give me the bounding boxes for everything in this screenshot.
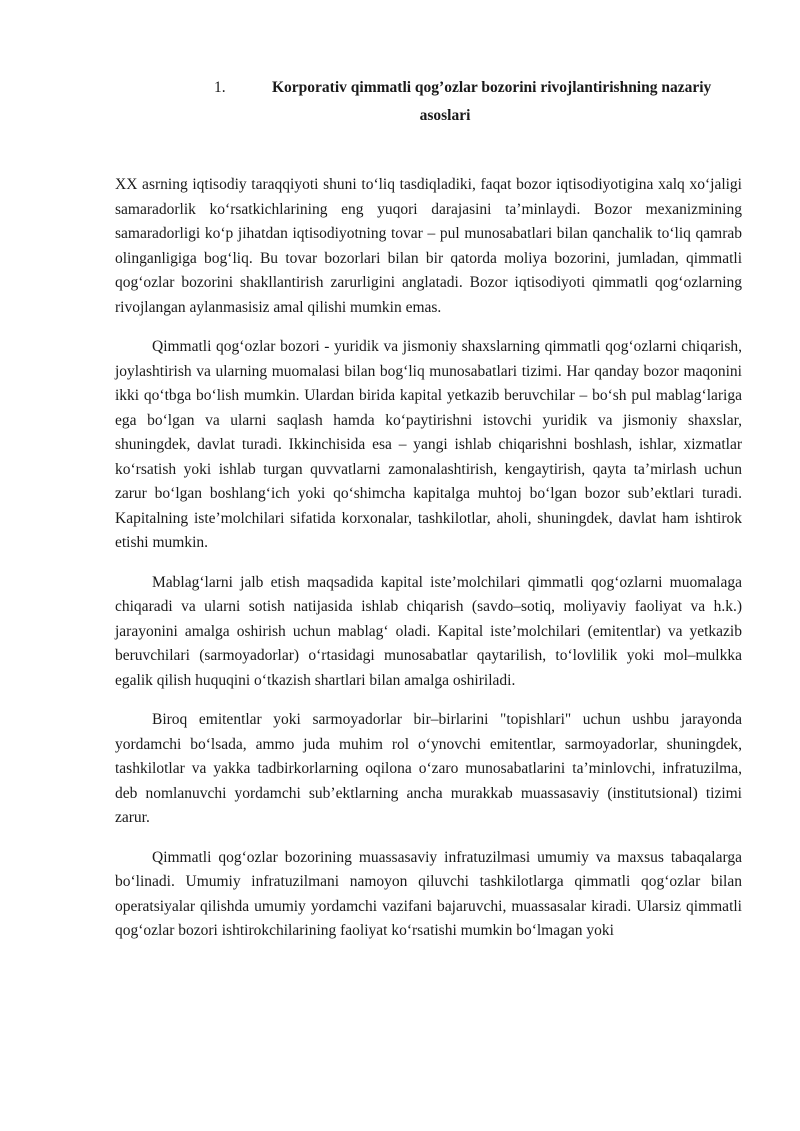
section-heading xyxy=(0,74,800,130)
paragraph-4: Biroq emitentlar yoki sarmoyadorlar bir–birlarini "topishlari" uchun ushbu jarayonda yordamchi bo‘lsada, ammo juda muhim rol o‘ynovchi emitentlar, sarmoyadorlar, shuningdek, tashkilotlar va yakka tadbirkorlarning oqilona o‘zaro munosabatlarini ta’minlovchi, infratuzilma, deb nomlanuvchi yordamchi sub’ektlarning ancha murakkab muassasaviy (institutsional) tizimi zarur. xyxy=(115,711,742,826)
paragraph-2: Qimmatli qog‘ozlar bozori - yuridik va jismoniy shaxslarning qimmatli qog‘ozlarni chiqarish, joylashtirish va ularning muomalasi bilan bog‘liq munosabatlari tizimi. Har qanday bozor maqonini ikki qo‘tbga bo‘lish mumkin. Ulardan birida kapital yetkazib beruvchilar – bo‘sh pul mablag‘lariga ega bo‘lgan va ularni saqlash hamda ko‘paytirishni istovchi yuridik va jismoniy shaxslar, shuningdek, davlat turadi. Ikkinchisida esa – yangi ishlab chiqarishni boshlash, ishlar, xizmatlar ko‘rsatish yoki ishlab turgan quvvatlarni zamonalashtirish, kengaytirish, qayta ta’mirlash uchun zarur bo‘lgan boshlang‘ich yoki qo‘shimcha kapitalga muhtoj bo‘lgan bozor sub’ektlari turadi. Kapitalning iste’molchilari sifatida korxonalar, tashkilotlar, aholi, shuningdek, davlat ham ishtirok etishi mumkin. xyxy=(115,338,742,551)
paragraph-3: Mablag‘larni jalb etish maqsadida kapital iste’molchilari qimmatli qog‘ozlarni muomalaga chiqaradi va ularni sotish natijasida ishlab chiqarish (savdo–sotiq, moliyaviy faoliyat va h.k.) jarayonini amalga oshirish uchun mablag‘ oladi. Kapital iste’molchilari (emitentlar) va yetkazib beruvchilari (sarmoyadorlar) o‘rtasidagi munosabatlar qaytarilish, to‘lovlilik yoki mol–mulkka egalik qilish huquqini o‘tkazish shartlari bilan amalga oshiriladi. xyxy=(115,573,742,689)
heading-row xyxy=(0,74,800,102)
paragraph-5: Qimmatli qog‘ozlar bozorining muassasaviy infratuzilmasi umumiy va maxsus tabaqalarga bo‘linadi. Umumiy infratuzilmani namoyon qiluvchi tashkilotlarga qimmatli qog‘ozlar bilan operatsiyalar qilishda umumiy yordamchi vazifani bajaruvchi, muassasalar kiradi. Ularsiz qimmatli qog‘ozlar bozori ishtirokchilarining faoliyat ko‘rsatishi mumkin bo‘lmagan yoki xyxy=(115,848,742,939)
body-text xyxy=(115,173,742,959)
paragraph-1: XX asrning iqtisodiy taraqqiyoti shuni to‘liq tasdiqladiki, faqat bozor iqtisodiyotigina xalq xo‘jaligi samaradorlik ko‘rsatkichlarining eng yuqori darajasini ta’minlaydi. Bozor mexanizmining samaradorligi ko‘p jihatdan iqtisodiyotning tovar – pul munosabatlari bilan qanchalik to‘liq qamrab olinganligiga bog‘liq. Bu tovar bozorlari bilan bir qatorda moliya bozorini, jumladan, qimmatli qog‘ozlar bozorini shakllantirish zarurligini anglatadi. Bozor iqtisodiyoti qimmatli qog‘ozlarning rivojlangan aylanmasisiz amal qilishi mumkin emas. xyxy=(115,176,742,316)
section-title-line-1: Korporativ qimmatli qog’ozlar bozorini rivojlantirishning nazariy xyxy=(272,79,712,96)
section-title-line-2: asoslari xyxy=(419,107,471,124)
section-number: 1. xyxy=(214,79,226,96)
